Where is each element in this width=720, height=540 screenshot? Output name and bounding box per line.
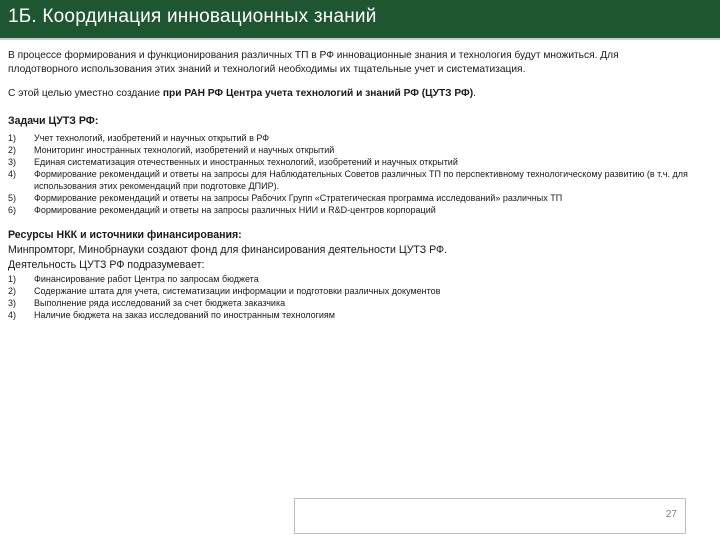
resources-line-2: Деятельность ЦУТЗ РФ подразумевает: (8, 259, 205, 271)
title-bar (0, 0, 720, 40)
purpose-prefix: С этой целью уместно создание (8, 88, 163, 99)
resources-heading: Ресурсы НКК и источники финансирования: (8, 229, 242, 241)
page-number: 27 (665, 509, 677, 520)
list-item-text: Наличие бюджета на заказ исследований по иностранным технологиям (34, 310, 335, 320)
list-item-number: 3) (8, 298, 17, 308)
list-item (8, 204, 688, 216)
list-item-number: 5) (8, 193, 17, 203)
list-item-text: Содержание штата для учета, систематизации информации и подготовки различных документов (34, 286, 441, 296)
intro-paragraph: В процессе формирования и функционирования различных ТП в РФ инновационные знания и технология будут множиться. Для плодотворного использования этих знаний и технологий необходимы их тщательные учет и систематизация. (8, 50, 619, 75)
list-item-number: 2) (8, 286, 17, 296)
purpose-paragraph (8, 87, 688, 101)
list-item-number: 6) (8, 205, 17, 215)
purpose-suffix: . (473, 88, 476, 99)
list-item-number: 1) (8, 274, 17, 284)
list-item (8, 192, 688, 204)
list-item-number: 3) (8, 157, 17, 167)
list-item (8, 309, 688, 321)
list-item (8, 132, 688, 144)
list-item-number: 4) (8, 169, 17, 179)
list-item-text: Учет технологий, изобретений и научных открытий в РФ (34, 133, 270, 143)
list-item-text: Мониторинг иностранных технологий, изобретений и научных открытий (34, 145, 335, 155)
list-item (8, 297, 688, 309)
list-item-text: Формирование рекомендаций и ответы на запросы для Наблюдательных Советов различных ТП по перспективному технологическому развитию (в т.ч. для использования этих рекомендаций при подготовке ДПИР). (34, 169, 688, 191)
list-item-number: 2) (8, 145, 17, 155)
list-item-number: 1) (8, 133, 17, 143)
slide-content (8, 49, 688, 333)
resources-line-1: Минпромторг, Минобрнауки создают фонд для финансирования деятельности ЦУТЗ РФ. (8, 244, 448, 256)
footer-box (294, 498, 686, 534)
list-item-text: Формирование рекомендаций и ответы на запросы различных НИИ и R&D-центров корпораций (34, 205, 436, 215)
list-item-text: Формирование рекомендаций и ответы на запросы Рабочих Групп «Стратегическая программа исследований» различных ТП (34, 193, 563, 203)
list-item-text: Единая систематизация отечественных и иностранных технологий, изобретений и научных открытий (34, 157, 458, 167)
list-item-text: Выполнение ряда исследований за счет бюджета заказчика (34, 298, 286, 308)
list-item (8, 156, 688, 168)
tasks-list (8, 132, 688, 216)
list-item-text: Финансирование работ Центра по запросам бюджета (34, 274, 259, 284)
slide-title: 1Б. Координация инновационных знаний (8, 6, 377, 27)
list-item-number: 4) (8, 310, 17, 320)
purpose-bold: при РАН РФ Центра учета технологий и знаний РФ (ЦУТЗ РФ) (162, 88, 474, 99)
list-item (8, 285, 688, 297)
list-item (8, 168, 688, 192)
resources-list (8, 273, 688, 321)
tasks-heading: Задачи ЦУТЗ РФ: (8, 114, 99, 127)
list-item (8, 144, 688, 156)
list-item (8, 273, 688, 285)
